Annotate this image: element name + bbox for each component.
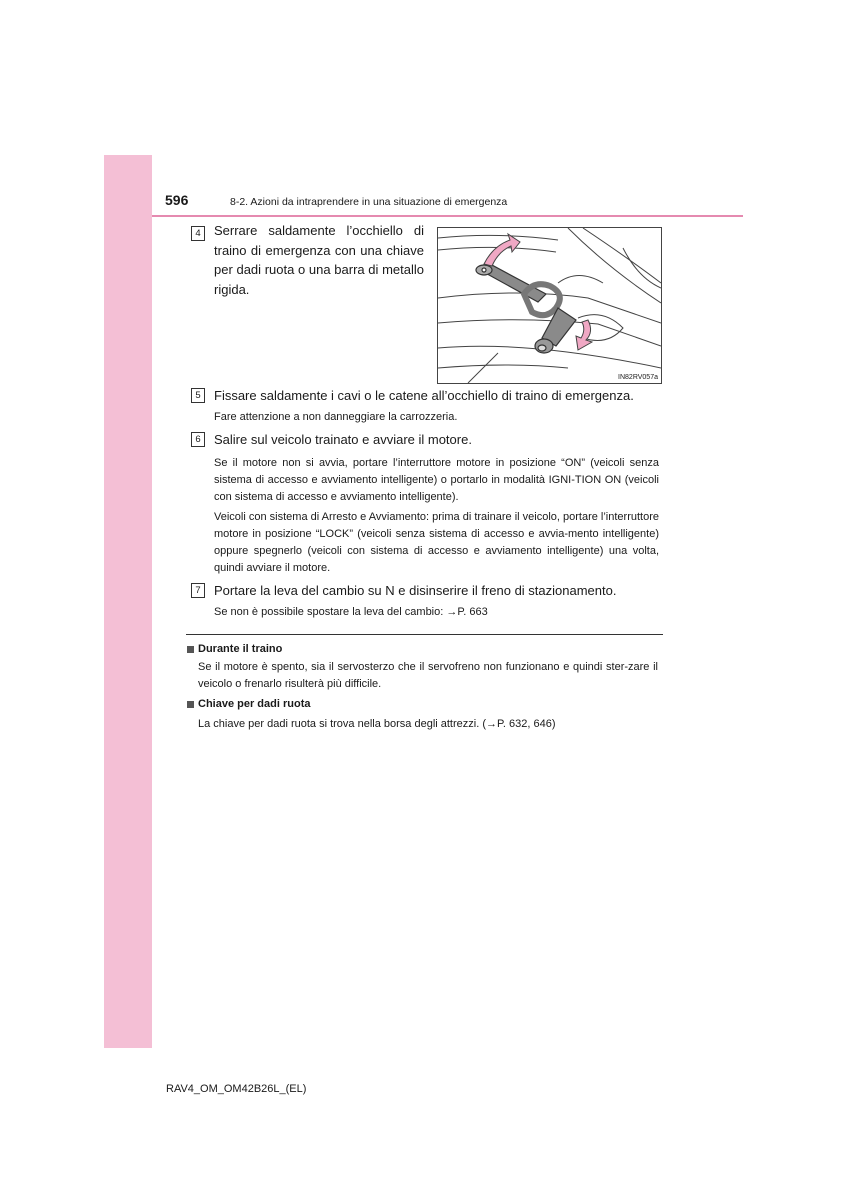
figure-code: IN82RV057a <box>618 374 658 381</box>
rotation-arrow-icon <box>576 320 592 350</box>
step-4-number: 4 <box>191 226 205 241</box>
square-bullet-icon <box>187 701 194 708</box>
square-bullet-icon <box>187 646 194 653</box>
page-number: 596 <box>165 192 189 208</box>
step-6-text: Salire sul veicolo trainato e avviare il motore. <box>214 432 472 447</box>
step-5-number: 5 <box>191 388 205 403</box>
header-rule <box>152 215 743 217</box>
section-text-towing: Se il motore è spento, sia il servosterzo che il servofreno non funzionano e quindi ster-zare il veicolo o frenarlo risulterà più difficile. <box>198 661 658 690</box>
section-title: 8-2. Azioni da intraprendere in una situazione di emergenza <box>230 196 508 208</box>
section-title-wrench: Chiave per dadi ruota <box>198 698 311 710</box>
step-6-note-1: Se il motore non si avvia, portare l’interruttore motore in posizione “ON” (veicoli senza sistema di accesso e avviamento intelligente) o portarlo in modalità IGNI-TION ON (veicoli con sistema di accesso e avviamento intelligente). <box>214 457 659 503</box>
step-7-number: 7 <box>191 583 205 598</box>
towing-eye-illustration <box>437 227 662 384</box>
section-divider <box>186 634 663 635</box>
rotation-arrow-icon <box>484 234 520 266</box>
step-6-number: 6 <box>191 432 205 447</box>
step-7-text: Portare la leva del cambio su N e disinserire il freno di stazionamento. <box>214 583 617 598</box>
footer-code: RAV4_OM_OM42B26L_(EL) <box>166 1083 307 1095</box>
section-text-wrench: La chiave per dadi ruota si trova nella borsa degli attrezzi. (→P. 632, 646) <box>198 718 556 730</box>
step-7-note: Se non è possibile spostare la leva del cambio: →P. 663 <box>214 606 488 618</box>
chapter-tab-bar <box>104 155 152 1048</box>
section-title-towing: Durante il traino <box>198 643 283 655</box>
wrench-towing-eye-drawing <box>438 228 661 383</box>
step-5-text: Fissare saldamente i cavi o le catene all’occhiello di traino di emergenza. <box>214 388 634 403</box>
step-5-note: Fare attenzione a non danneggiare la carrozzeria. <box>214 411 458 423</box>
step-6-note-2: Veicoli con sistema di Arresto e Avviamento: prima di trainare il veicolo, portare l’interruttore motore in posizione “LOCK” (veicoli senza sistema di accesso e avvia-mento intelligente) oppure spegnerlo (veicoli con sistema di accesso e avviamento intelligente) una volta, quindi avviare il motore. <box>214 511 659 574</box>
step-4-text: Serrare saldamente l’occhiello di traino di emergenza con una chiave per dadi ruota o una barra di metallo rigida. <box>214 223 424 297</box>
